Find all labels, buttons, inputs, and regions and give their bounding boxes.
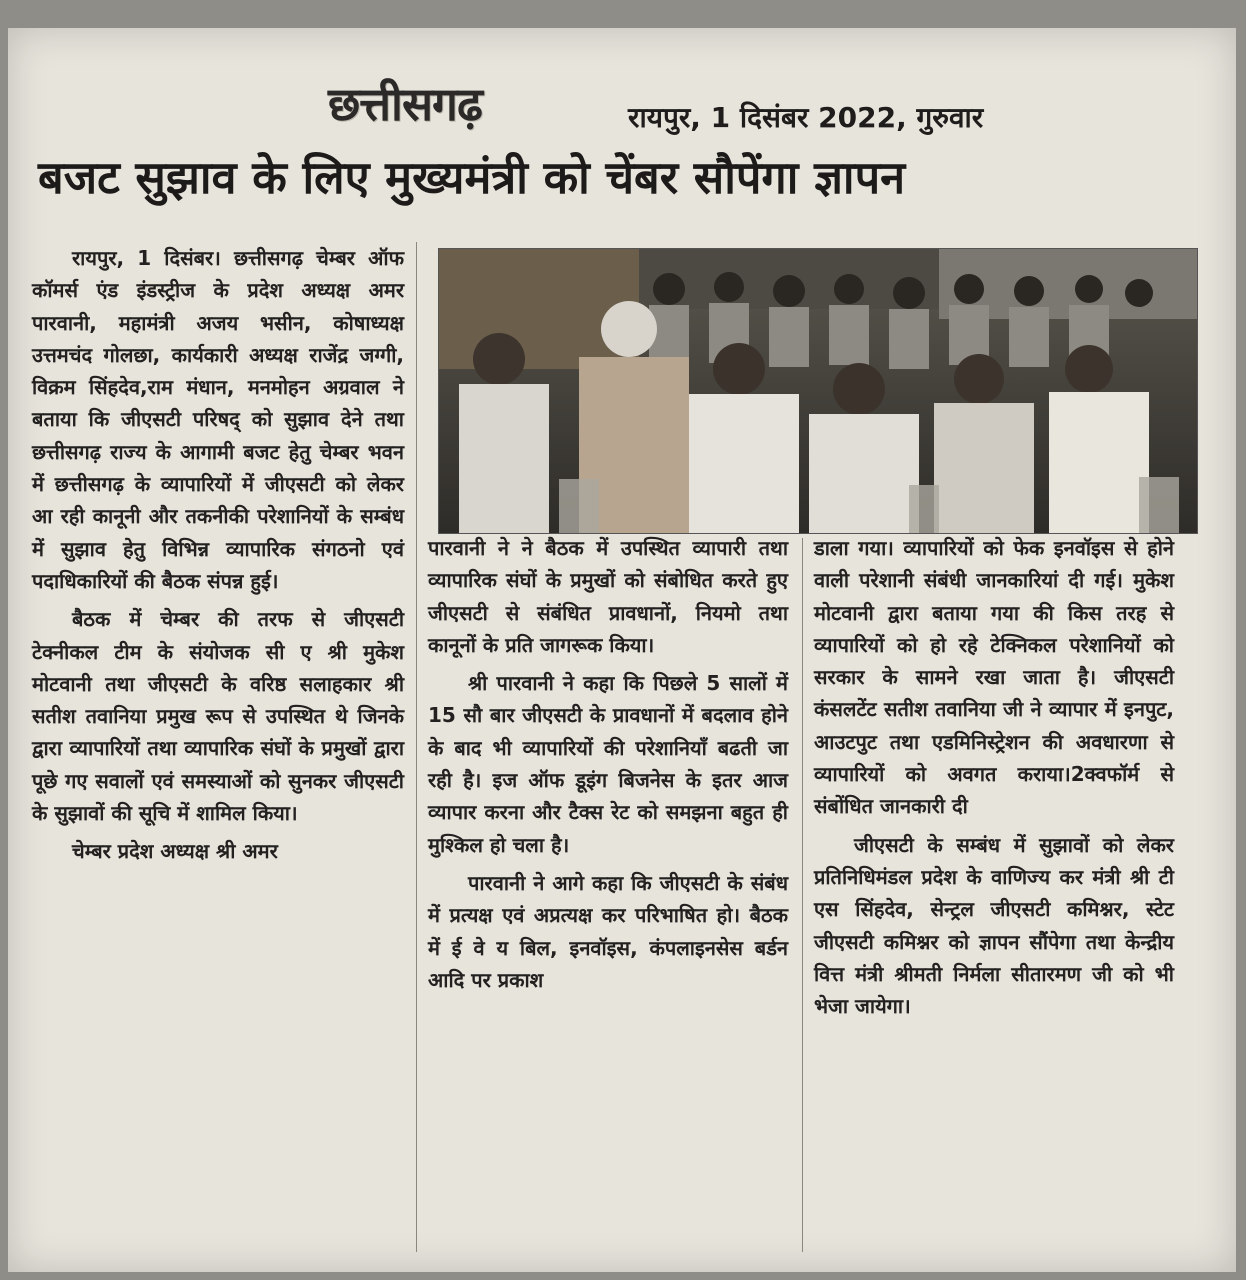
column-divider xyxy=(802,538,803,1252)
article-column-2 xyxy=(428,532,788,1002)
article-paragraph: चेम्बर प्रदेश अध्यक्ष श्री अमर xyxy=(72,839,278,864)
photo-illustration xyxy=(439,249,1197,533)
article-column-3 xyxy=(814,532,1174,1028)
newspaper-logo: छत्तीसगढ़ xyxy=(328,77,482,131)
article-column-1 xyxy=(32,242,404,874)
meeting-audience-photo xyxy=(438,248,1198,534)
article-paragraph: जीएसटी के सम्बंध में सुझावों को लेकर प्रतिनिधिमंडल प्रदेश के वाणिज्य कर मंत्री श्री टी एस सिंहदेव, सेन्ट्रल जीएसटी कमिश्नर, स्टेट जीएसटी कमिश्नर को ज्ञापन सौंपेगा तथा केन्द्रीय वित्त मंत्री श्रीमती निर्मला सीतारमण जी को भी भेजा जायेगा। xyxy=(814,832,1174,1019)
article-paragraph: बैठक में चेम्बर की तरफ से जीएसटी टेक्नीकल टीम के संयोजक सी ए श्री मुकेश मोटवानी तथा जीएसटी के वरिष्ठ सलाहकार श्री सतीश तवानिया प्रमुख रूप से उपस्थित थे जिनके द्वारा व्यापारियों तथा व्यापारिक संघों के प्रमुखों द्वारा पूछे गए सवालों एवं समस्याओं को सुनकर जीएसटी के सुझावों की सूचि में शामिल किया। xyxy=(32,607,404,826)
newspaper-clipping xyxy=(8,28,1236,1272)
article-paragraph: डाला गया। व्यापारियों को फेक इनवॉइस से होने वाली परेशानी संबंधी जानकारियां दी गई। मुकेश मोटवानी द्वारा बताया गया की किस तरह से व्यापारियों को हो रहे टेक्निकल परेशानियों को सरकार के सामने रखा जाता है। जीएसटी कंसलटेंट सतीश तवानिया जी ने व्यापार में इनपुट, आउटपुट तथा एडमिनिस्ट्रेशन की अवधारणा से व्यापारियों को अवगत कराया।2क्वफॉर्म से संबोंधित जानकारी दी xyxy=(814,536,1174,819)
article-paragraph: रायपुर, 1 दिसंबर। छत्तीसगढ़ चेम्बर ऑफ कॉमर्स एंड इंडस्ट्रीज के प्रदेश अध्यक्ष अमर पारवानी, महामंत्री अजय भसीन, कोषाध्यक्ष उत्तमचंद गोलछा, कार्यकारी अध्यक्ष राजेंद्र जग्गी, विक्रम सिंहदेव,राम मंधान, मनमोहन अग्रवाल ने बताया कि जीएसटी परिषद् को सुझाव देने तथा छत्तीसगढ़ राज्य के आगामी बजट हेतु चेम्बर भवन में छत्तीसगढ़ के व्यापारियों में जीएसटी को लेकर आ रही कानूनी और तकनीकी परेशानियों के सम्बंध में सुझाव हेतु विभिन्न व्यापारिक संगठनो एवं पदाधिकारियों की बैठक संपन्न हुई। xyxy=(32,246,404,593)
article-paragraph: पारवानी ने ने बैठक में उपस्थित व्यापारी तथा व्यापारिक संघों के प्रमुखों को संबोधित करते हुए जीएसटी से संबंधित प्रावधानों, नियमो तथा कानूनों के प्रति जागरूक किया। xyxy=(428,536,788,657)
headline: बजट सुझाव के लिए मुख्यमंत्री को चेंबर सौपेंगा ज्ञापन xyxy=(38,151,906,204)
article-paragraph: पारवानी ने आगे कहा कि जीएसटी के संबंध में प्रत्यक्ष एवं अप्रत्यक्ष कर परिभाषित हो। बैठक में ई वे य बिल, इनवॉइस, कंपलाइनसेस बर्डन आदि पर प्रकाश xyxy=(428,870,788,992)
column-divider xyxy=(416,242,417,1252)
masthead xyxy=(328,68,1088,138)
article-paragraph: श्री पारवानी ने कहा कि पिछले 5 सालों में 15 सौ बार जीएसटी के प्रावधानों में बदलाव होने के बाद भी व्यापारियों की परेशानियाँ बढती जा रही है। इज ऑफ डूइंग बिजनेस के इतर आज व्यापार करना और टैक्स रेट को समझना बहुत ही मुश्किल हो चला है। xyxy=(428,671,788,857)
dateline: रायपुर, 1 दिसंबर 2022, गुरुवार xyxy=(628,101,984,134)
